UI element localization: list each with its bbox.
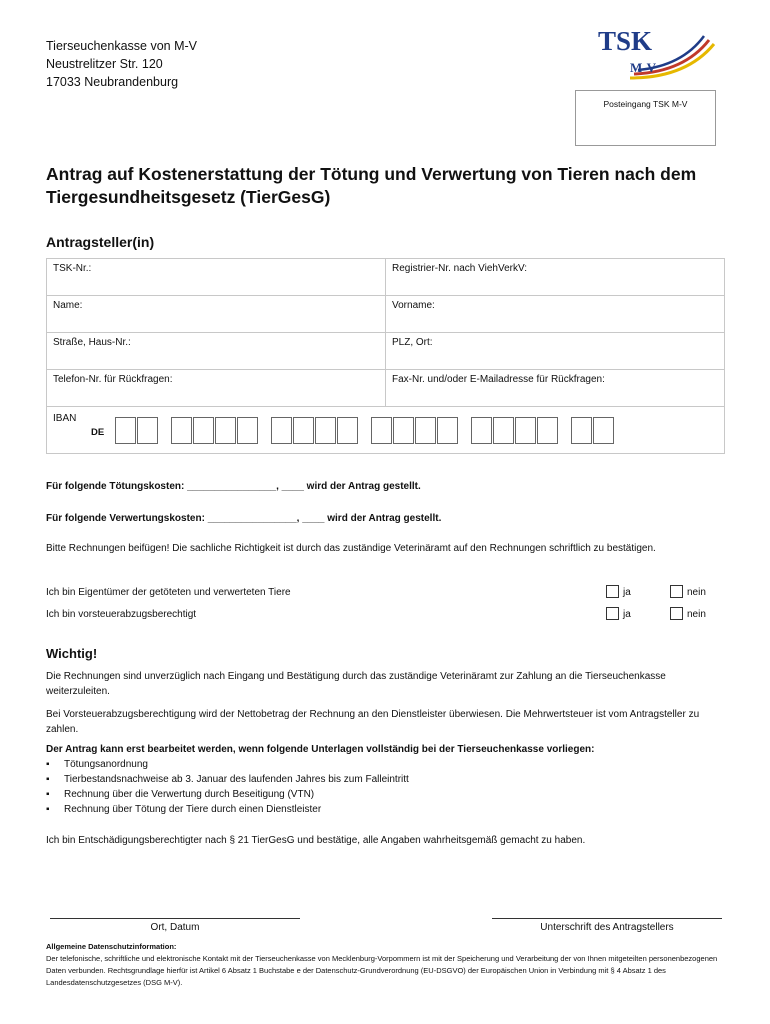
sender-address — [46, 37, 197, 91]
checkbox-label: nein — [687, 587, 706, 598]
form-row — [47, 259, 724, 296]
iban-digit-box[interactable] — [293, 417, 314, 444]
applicant-signature-label: Unterschrift des Antragstellers — [540, 922, 674, 933]
phone-field[interactable] — [47, 370, 386, 406]
date-signature-label: Ort, Datum — [150, 922, 200, 933]
name-field[interactable] — [47, 296, 386, 332]
fax-email-field[interactable] — [386, 370, 724, 406]
invoice-note: Bitte Rechnungen beifügen! Die sachliche Richtigkeit ist durch das zuständige Veterinäramt auf den Rechnungen schriftlich zu bestätigen. — [46, 543, 656, 554]
posteingang-box — [575, 90, 716, 146]
verwertungskosten-line: Für folgende Verwertungskosten: ________________, ____ wird der Antrag gestellt. — [46, 513, 442, 524]
iban-digit-box[interactable] — [137, 417, 158, 444]
iban-digit-box[interactable] — [593, 417, 614, 444]
privacy-heading: Allgemeine Datenschutzinformation: — [46, 942, 177, 951]
iban-digit-box[interactable] — [537, 417, 558, 444]
iban-digit-box[interactable] — [515, 417, 536, 444]
date-signature-line[interactable] — [50, 918, 300, 919]
field-label: Fax-Nr. und/oder E-Mailadresse für Rückfragen: — [392, 374, 605, 385]
iban-digit-box[interactable] — [337, 417, 358, 444]
plz-ort-field[interactable] — [386, 333, 724, 369]
posteingang-label: Posteingang TSK M-V — [603, 99, 688, 109]
applicant-form — [46, 258, 725, 454]
iban-digit-box[interactable] — [215, 417, 236, 444]
field-label: Straße, Haus-Nr.: — [53, 337, 131, 348]
required-documents-list — [46, 757, 409, 817]
vorname-field[interactable] — [386, 296, 724, 332]
toetungskosten-line: Für folgende Tötungskosten: ________________, ____ wird der Antrag gestellt. — [46, 481, 421, 492]
vat-no-checkbox[interactable] — [670, 607, 683, 620]
list-item: ▪ Rechnung über die Verwertung durch Beseitigung (VTN) — [46, 787, 409, 802]
iban-digit-box[interactable] — [471, 417, 492, 444]
iban-digit-box[interactable] — [437, 417, 458, 444]
address-line: Tierseuchenkasse von M-V — [46, 39, 197, 53]
applicant-heading: Antragsteller(in) — [46, 234, 155, 250]
important-paragraph: Bei Vorsteuerabzugsberechtigung wird der Nettobetrag der Rechnung an den Dienstleister überwiesen. Die Mehrwertsteuer ist vom Antragsteller zu zahlen. — [46, 709, 700, 735]
owner-no-checkbox[interactable] — [670, 585, 683, 598]
iban-digit-box[interactable] — [315, 417, 336, 444]
checkbox-label: ja — [623, 587, 631, 598]
important-paragraph: Die Rechnungen sind unverzüglich nach Eingang und Bestätigung durch das zuständige Veterinäramt zur Zahlung an die Tierseuchenkasse weiterzuleiten. — [46, 671, 666, 697]
tsk-logo — [594, 22, 716, 82]
privacy-text: Der telefonische, schriftliche und elektronische Kontakt mit der Tierseuchenkasse von Mecklenburg-Vorpommern ist mit der Speicherung und Verarbeitung der von Ihnen mitgeteilten personenbezogenen Daten verbunden. Rechtsgrundlage hierfür ist Artikel 6 Absatz 1 Buchstabe e der Datenschutz-Grundverordnung (EU-DSGVO) der Europäischen Union in Verbindung mit § 4 Absatz 1 des Landesdatenschutzgesetzes (DSG M-V). — [46, 954, 718, 987]
registrier-nr-field[interactable] — [386, 259, 724, 295]
tsk-nr-field[interactable] — [47, 259, 386, 295]
checkbox-label: nein — [687, 609, 706, 620]
address-line: 17033 Neubrandenburg — [46, 75, 179, 89]
iban-digit-box[interactable] — [193, 417, 214, 444]
field-label: Vorname: — [392, 300, 435, 311]
applicant-signature-line[interactable] — [492, 918, 722, 919]
street-field[interactable] — [47, 333, 386, 369]
iban-digit-box[interactable] — [115, 417, 136, 444]
field-label: PLZ, Ort: — [392, 337, 433, 348]
iban-digit-box[interactable] — [271, 417, 292, 444]
iban-digit-box[interactable] — [393, 417, 414, 444]
form-row — [47, 333, 724, 370]
list-item: ▪ Tötungsanordnung — [46, 757, 409, 772]
field-label: Telefon-Nr. für Rückfragen: — [53, 374, 173, 385]
iban-label: IBAN — [53, 413, 77, 424]
form-row — [47, 296, 724, 333]
vat-yes-checkbox[interactable] — [606, 607, 619, 620]
list-item: ▪ Rechnung über Tötung der Tiere durch einen Dienstleister — [46, 802, 409, 817]
form-row — [47, 370, 724, 407]
iban-digit-box[interactable] — [415, 417, 436, 444]
field-label: Name: — [53, 300, 83, 311]
address-line: Neustrelitzer Str. 120 — [46, 57, 163, 71]
owner-yes-checkbox[interactable] — [606, 585, 619, 598]
iban-digit-box[interactable] — [171, 417, 192, 444]
document-title: Antrag auf Kostenerstattung der Tötung und Verwertung von Tieren nach dem Tiergesundheitsgesetz (TierGesG) — [46, 164, 697, 207]
iban-digit-box[interactable] — [371, 417, 392, 444]
important-heading: Wichtig! — [46, 646, 98, 661]
checkbox-label: ja — [623, 609, 631, 620]
logo-subtext: M-V — [630, 60, 656, 75]
iban-digit-box[interactable] — [571, 417, 592, 444]
required-documents-intro: Der Antrag kann erst bearbeitet werden, wenn folgende Unterlagen vollständig bei der Tierseuchenkasse vorliegen: — [46, 744, 595, 755]
list-item: ▪ Tierbestandsnachweise ab 3. Januar des laufenden Jahres bis zum Falleintritt — [46, 772, 409, 787]
question-owner: Ich bin Eigentümer der getöteten und verwerteten Tiere — [46, 587, 291, 598]
field-label: TSK-Nr.: — [53, 263, 92, 274]
field-label: Registrier-Nr. nach ViehVerkV: — [392, 263, 528, 274]
iban-country-prefix: DE — [91, 427, 105, 438]
iban-digit-box[interactable] — [237, 417, 258, 444]
declaration: Ich bin Entschädigungsberechtigter nach § 21 TierGesG und bestätige, alle Angaben wahrheitsgemäß gemacht zu haben. — [46, 835, 586, 846]
question-vat: Ich bin vorsteuerabzugsberechtigt — [46, 609, 197, 620]
iban-digit-box[interactable] — [493, 417, 514, 444]
logo-text: TSK — [598, 26, 653, 56]
